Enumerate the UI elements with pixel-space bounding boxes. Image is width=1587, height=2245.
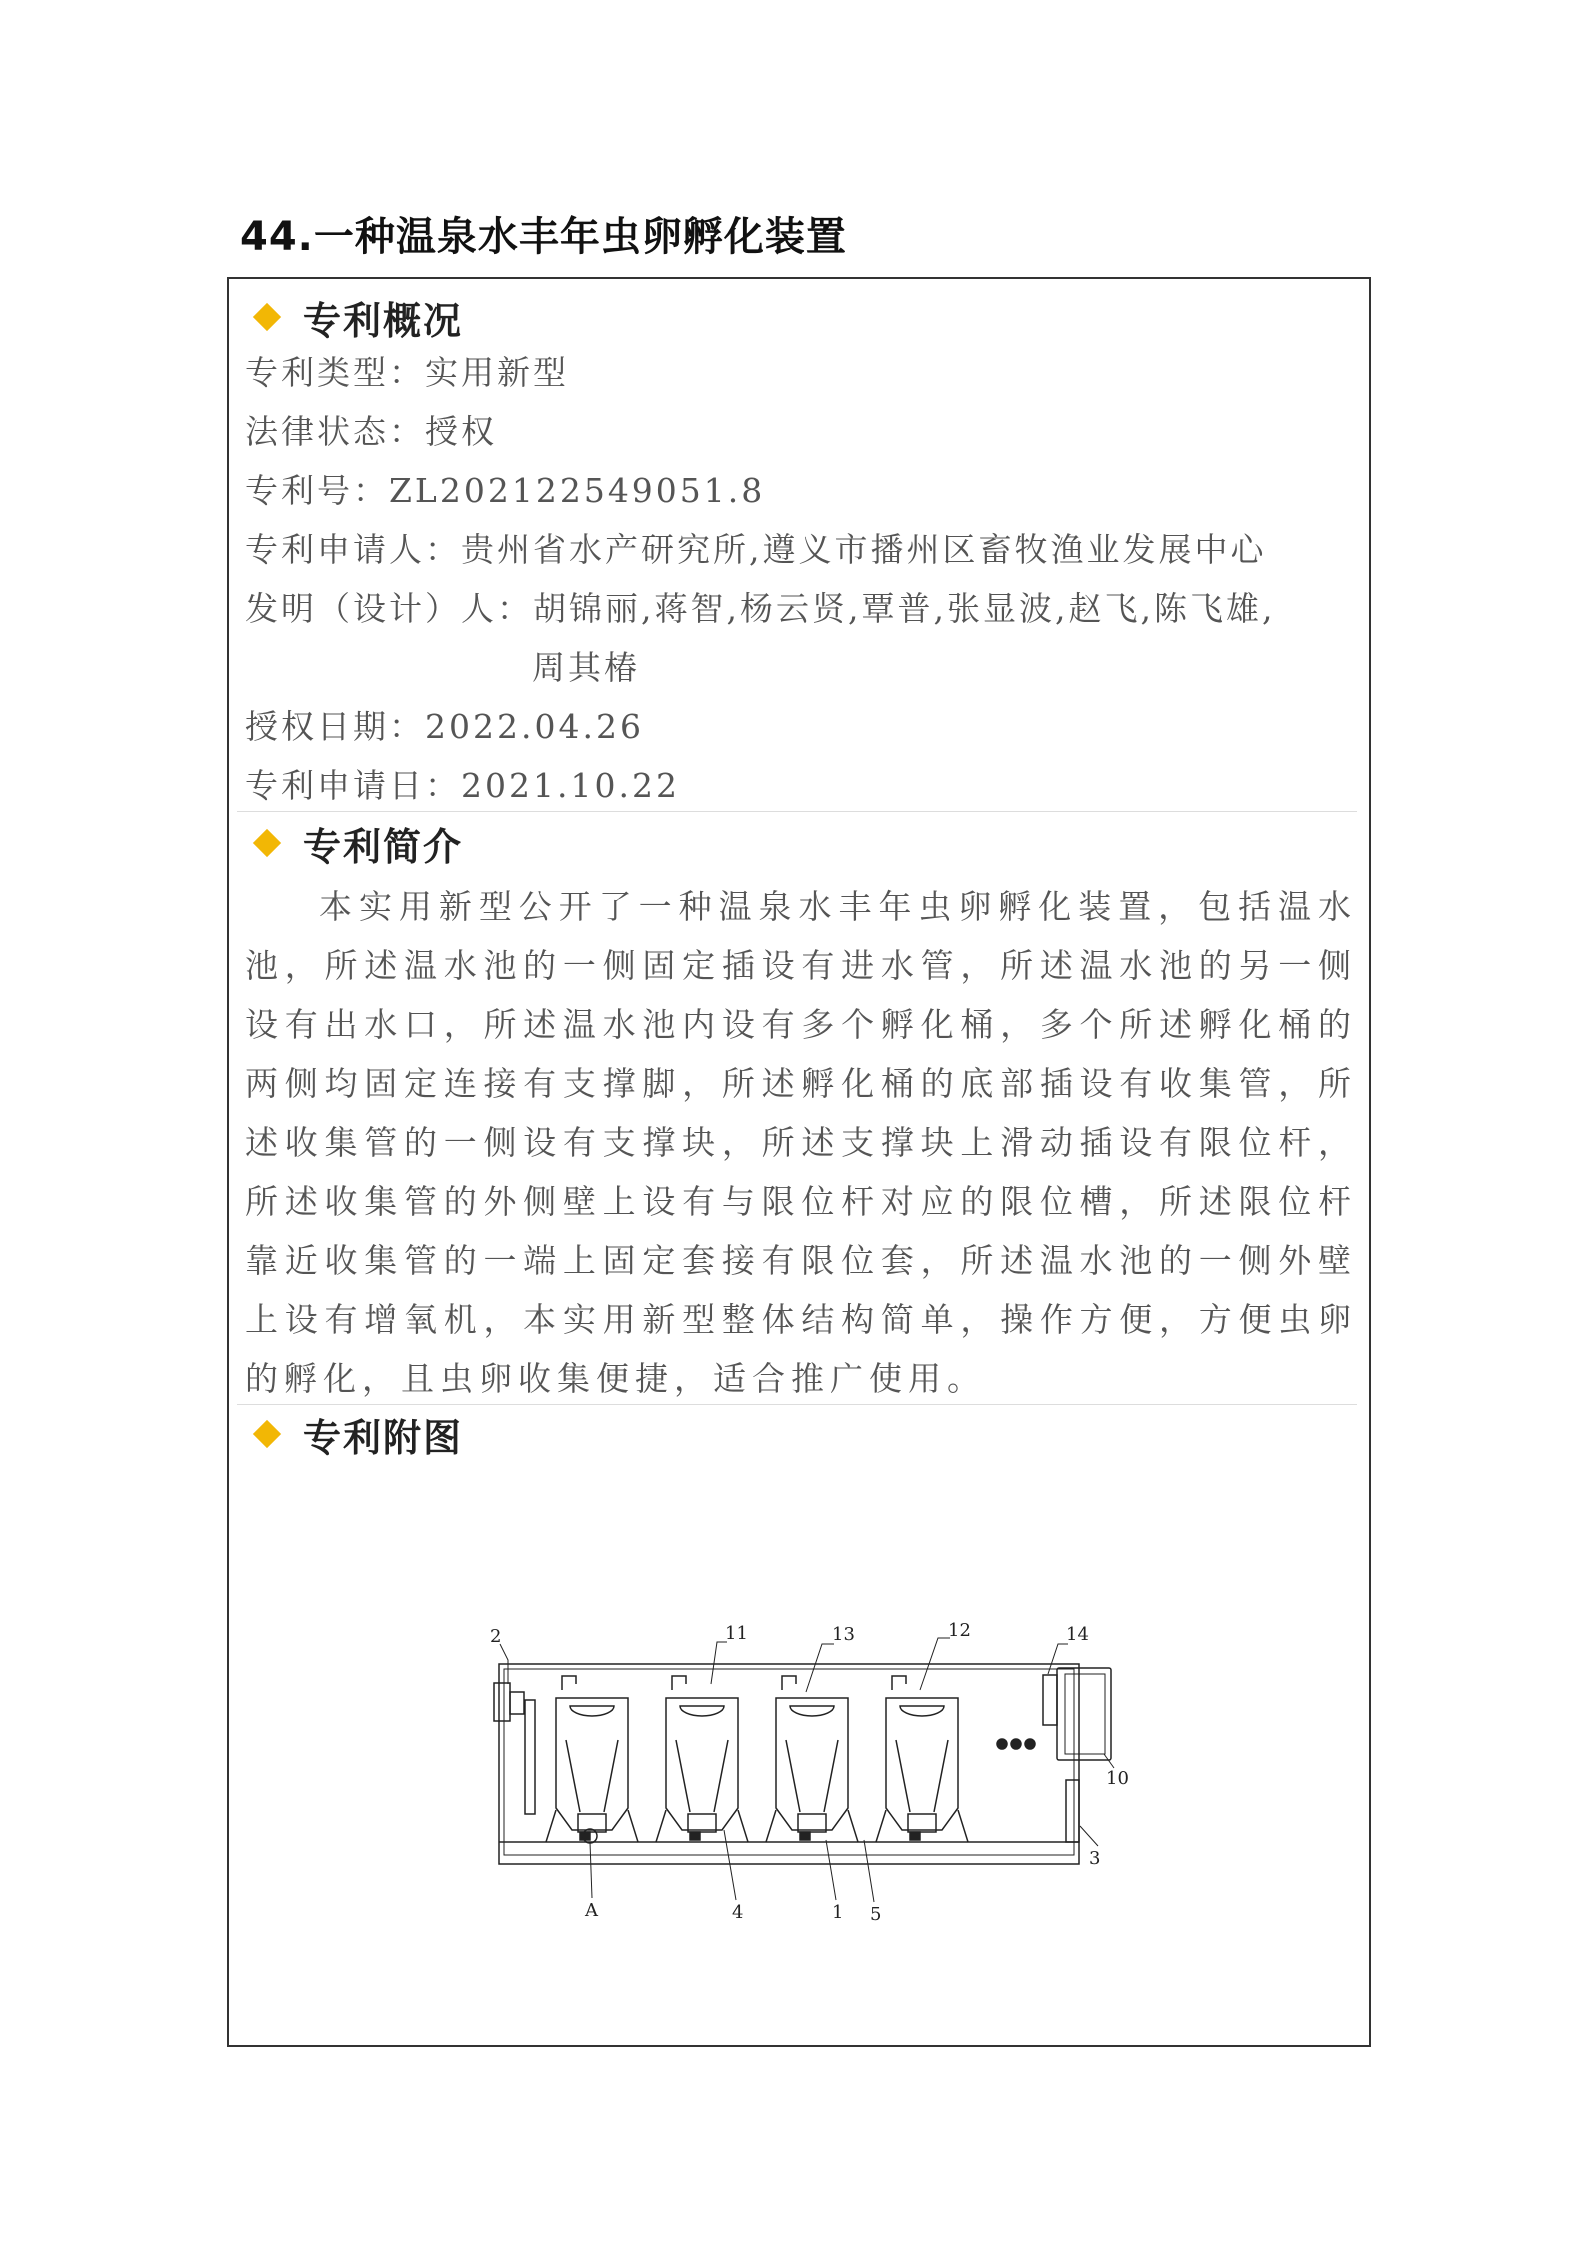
ellipsis-dot [1011,1739,1021,1749]
diamond-bullet-icon [253,829,281,857]
field-label: 专利申请人： [245,530,461,569]
field-value: 贵州省水产研究所,遵义市播州区畜牧渔业发展中心 [461,530,1267,569]
section-title: 专利附图 [303,1415,464,1460]
field-value: 胡锦丽,蒋智,杨云贤,覃普,张显波,赵飞,陈飞雄, [533,589,1276,628]
label-a: A [585,1900,598,1921]
field-value: 2021.10.22 [461,766,680,805]
field-value: 周其椿 [532,648,640,687]
section-divider [237,811,1357,812]
label-10: 10 [1106,1768,1129,1789]
outlet-port [1043,1675,1057,1725]
section-title: 专利简介 [303,824,464,869]
label-5: 5 [870,1904,882,1925]
field-label: 专利类型： [245,353,425,392]
field-applicant [245,530,1267,570]
field-inventors-continued [532,648,640,688]
hatching-bucket [546,1676,638,1842]
inlet-pipe [494,1683,510,1721]
inlet-pipe-flange [510,1692,524,1714]
label-13: 13 [832,1624,855,1645]
diamond-bullet-icon [253,303,281,331]
label-3: 3 [1089,1848,1101,1869]
inlet-pipe-stem [525,1700,535,1814]
label-1: 1 [832,1902,844,1923]
abstract-paragraph: 本实用新型公开了一种温泉水丰年虫卵孵化装置，包括温水池，所述温水池的一侧固定插设有进水管，所述温水池的另一侧设有出水口，所述温水池内设有多个孵化桶，多个所述孵化桶的两侧均固定连接有支撑脚，所述孵化桶的底部插设有收集管，所述收集管的一侧设有支撑块，所述支撑块上滑动插设有限位杆，所述收集管的外侧壁上设有与限位杆对应的限位槽，所述限位杆靠近收集管的一端上固定套接有限位套，所述温水池的一侧外壁上设有增氧机，本实用新型整体结构简单，操作方便，方便虫卵的孵化，且虫卵收集便捷，适合推广使用。 [245,887,1357,1398]
label-4: 4 [732,1902,744,1923]
aerator-inner [1065,1674,1105,1754]
field-label: 专利号： [245,471,389,510]
label-14: 14 [1066,1624,1089,1645]
field-label: 法律状态： [245,412,425,451]
field-value: 2022.04.26 [425,707,644,746]
ellipsis-dot [997,1739,1007,1749]
label-2: 2 [490,1626,502,1647]
field-application-date [245,766,680,806]
label-11: 11 [725,1623,748,1644]
page-title: 44.一种温泉水丰年虫卵孵化装置 [240,214,847,260]
field-value: 授权 [425,412,497,451]
field-value: ZL202122549051.8 [389,471,766,510]
support-block [1066,1780,1079,1842]
field-value: 实用新型 [425,353,569,392]
hatching-bucket [656,1676,748,1842]
patent-drawing [240,1340,1140,1980]
field-patent-type [245,353,569,393]
leader-lines [500,1638,1114,1902]
field-legal-status [245,412,497,452]
field-grant-date [245,707,644,747]
ellipsis-dot [1025,1739,1035,1749]
section-header-overview [249,289,463,345]
section-header-abstract [249,815,463,871]
field-patent-number [245,471,765,511]
section-title: 专利概况 [303,298,464,343]
field-label: 专利申请日： [245,766,461,805]
field-label: 授权日期： [245,707,425,746]
field-inventors [245,589,1275,629]
hatching-bucket [876,1676,968,1842]
field-label: 发明（设计）人： [245,589,533,628]
label-12: 12 [948,1620,971,1641]
hatching-bucket [766,1676,858,1842]
